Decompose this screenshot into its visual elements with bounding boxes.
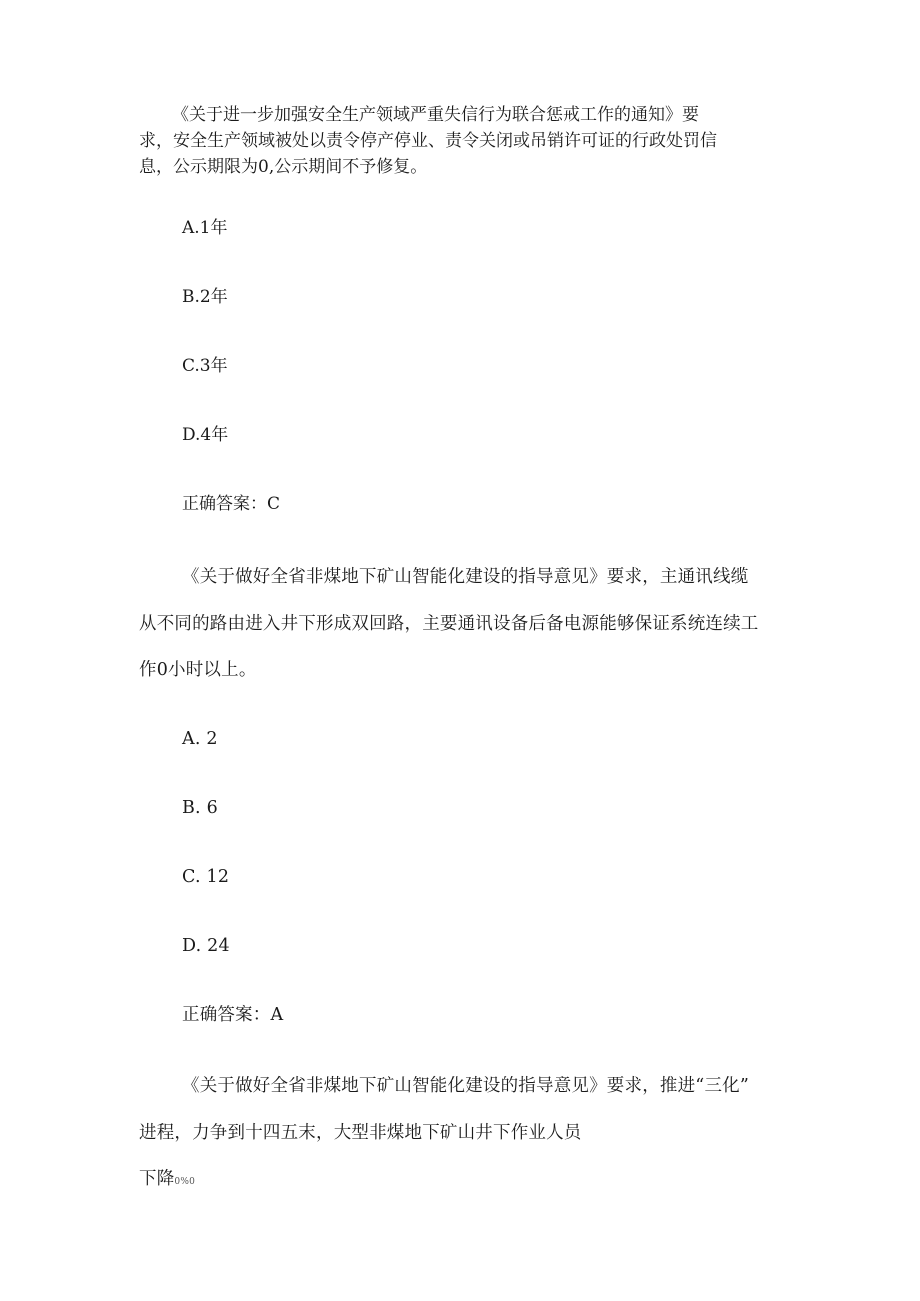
question-1-line-1: 《关于进一步加强安全生产领域严重失信行为联合惩戒工作的通知》要 (172, 105, 699, 125)
question-1-line-3: 息，公示期限为0,公示期间不予修复。 (139, 157, 428, 177)
question-3-line-3-text: 下降 (139, 1169, 175, 1189)
question-3-tail-small: 0%0 (174, 1177, 196, 1187)
question-2-option-b: B. 6 (182, 798, 218, 818)
question-2-line-1: 《关于做好全省非煤地下矿山智能化建设的指导意见》要求，主通讯线缆 (182, 567, 749, 587)
question-2-line-2: 从不同的路由进入井下形成双回路，主要通讯设备后备电源能够保证系统连续工 (139, 614, 759, 634)
question-1-line-2: 求，安全生产领域被处以责令停产停业、责令关闭或吊销许可证的行政处罚信 (139, 131, 717, 151)
question-3-line-3 (139, 1168, 195, 1193)
question-1-option-d: D.4年 (182, 425, 229, 445)
question-3-line-2: 进程，力争到十四五末，大型非煤地下矿山井下作业人员 (139, 1123, 582, 1143)
question-2-answer: 正确答案：A (182, 1005, 284, 1025)
question-2-option-c: C. 12 (182, 867, 230, 887)
question-1-option-b: B.2年 (182, 287, 228, 307)
question-2-option-a: A. 2 (182, 729, 218, 749)
question-2-line-3: 作0小时以上。 (139, 660, 257, 680)
question-1-option-a: A.1年 (182, 218, 228, 238)
question-1-option-c: C.3年 (182, 356, 228, 376)
question-2-option-d: D. 24 (182, 936, 230, 956)
question-1-answer: 正确答案：C (182, 494, 281, 514)
question-3-line-1: 《关于做好全省非煤地下矿山智能化建设的指导意见》要求，推进“三化” (182, 1076, 749, 1096)
